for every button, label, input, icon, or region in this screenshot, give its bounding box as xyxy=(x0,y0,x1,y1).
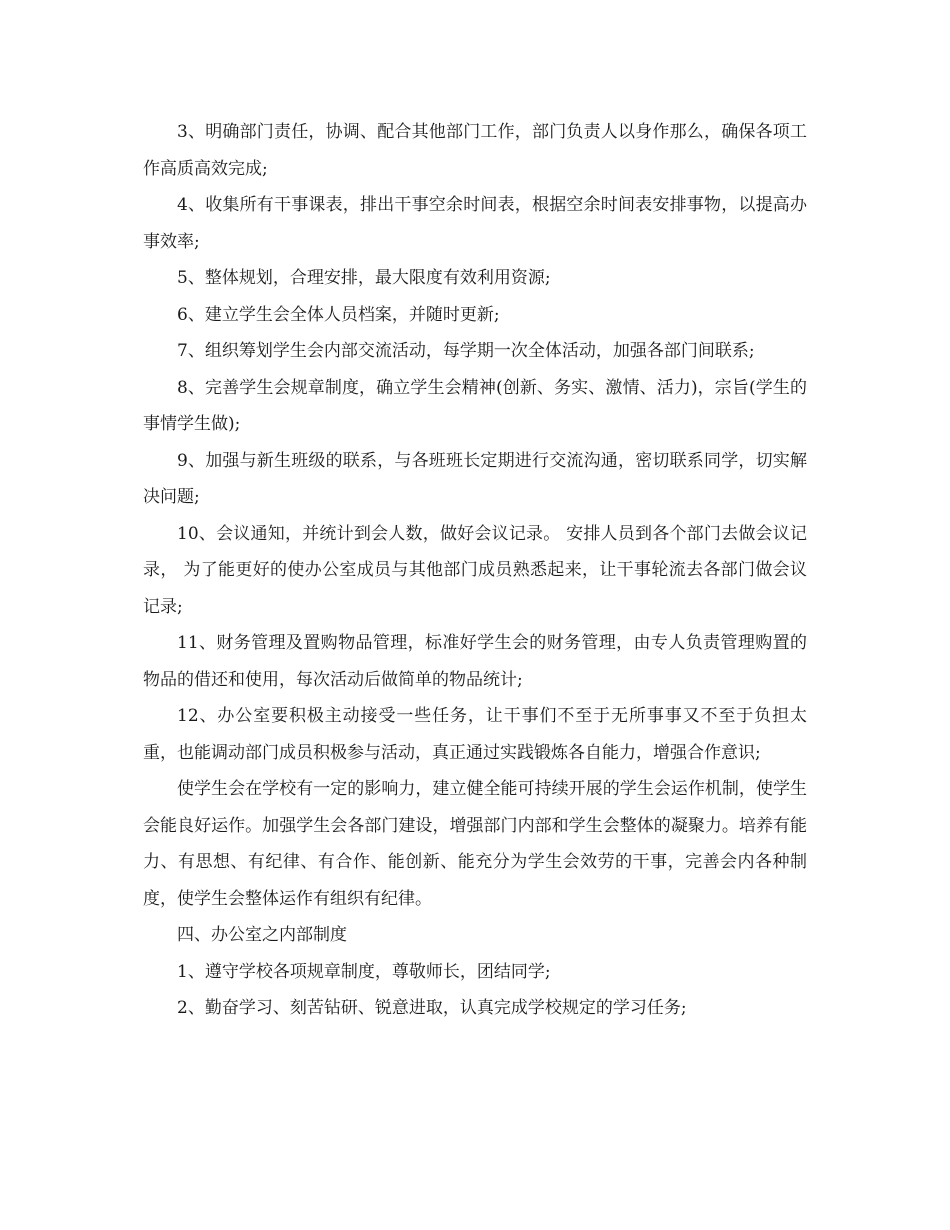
paragraph-item-3: 3、明确部门责任，协调、配合其他部门工作，部门负责人以身作那么，确保各项工作高质高效完成; xyxy=(143,122,807,179)
paragraph-item-5: 5、整体规划，合理安排，最大限度有效利用资源; xyxy=(177,268,551,288)
paragraph-item-7: 7、组织筹划学生会内部交流活动，每学期一次全体活动，加强各部门间联系; xyxy=(177,341,755,361)
paragraph-item-8: 8、完善学生会规章制度，确立学生会精神(创新、务实、激情、活力)，宗旨(学生的事情学生做); xyxy=(143,377,807,434)
rule-item-2: 2、勤奋学习、刻苦钻研、锐意进取，认真完成学校规定的学习任务; xyxy=(177,998,687,1018)
paragraph-item-10: 10、会议通知，并统计到会人数，做好会议记录。 安排人员到各个部门去做会议记录， 为了能更好的使办公室成员与其他部门成员熟悉起来，让干事轮流去各部门做会议记录; xyxy=(143,523,807,617)
paragraph-item-4: 4、收集所有干事课表，排出干事空余时间表，根据空余时间表安排事物，以提高办事效率; xyxy=(143,195,807,252)
document-body xyxy=(143,114,807,1027)
paragraph-item-11: 11、财务管理及置购物品管理，标准好学生会的财务管理，由专人负责管理购置的物品的借还和使用，每次活动后做简单的物品统计; xyxy=(143,633,807,690)
section-heading-internal-rules: 四、办公室之内部制度 xyxy=(177,925,347,945)
paragraph-item-9: 9、加强与新生班级的联系，与各班班长定期进行交流沟通，密切联系同学，切实解决问题; xyxy=(143,450,807,507)
paragraph-summary: 使学生会在学校有一定的影响力，建立健全能可持续开展的学生会运作机制，使学生会能良好运作。加强学生会各部门建设，增强部门内部和学生会整体的凝聚力。培养有能力、有思想、有纪律、有合作、能创新、能充分为学生会效劳的干事，完善会内各种制度，使学生会整体运作有组织有纪律。 xyxy=(143,779,807,909)
rule-item-1: 1、遵守学校各项规章制度，尊敬师长，团结同学; xyxy=(177,961,551,982)
paragraph-item-6: 6、建立学生会全体人员档案，并随时更新; xyxy=(177,304,500,325)
paragraph-item-12: 12、办公室要积极主动接受一些任务，让干事们不至于无所事事又不至于负担太重，也能调动部门成员积极参与活动，真正通过实践锻炼各自能力，增强合作意识; xyxy=(143,706,807,763)
